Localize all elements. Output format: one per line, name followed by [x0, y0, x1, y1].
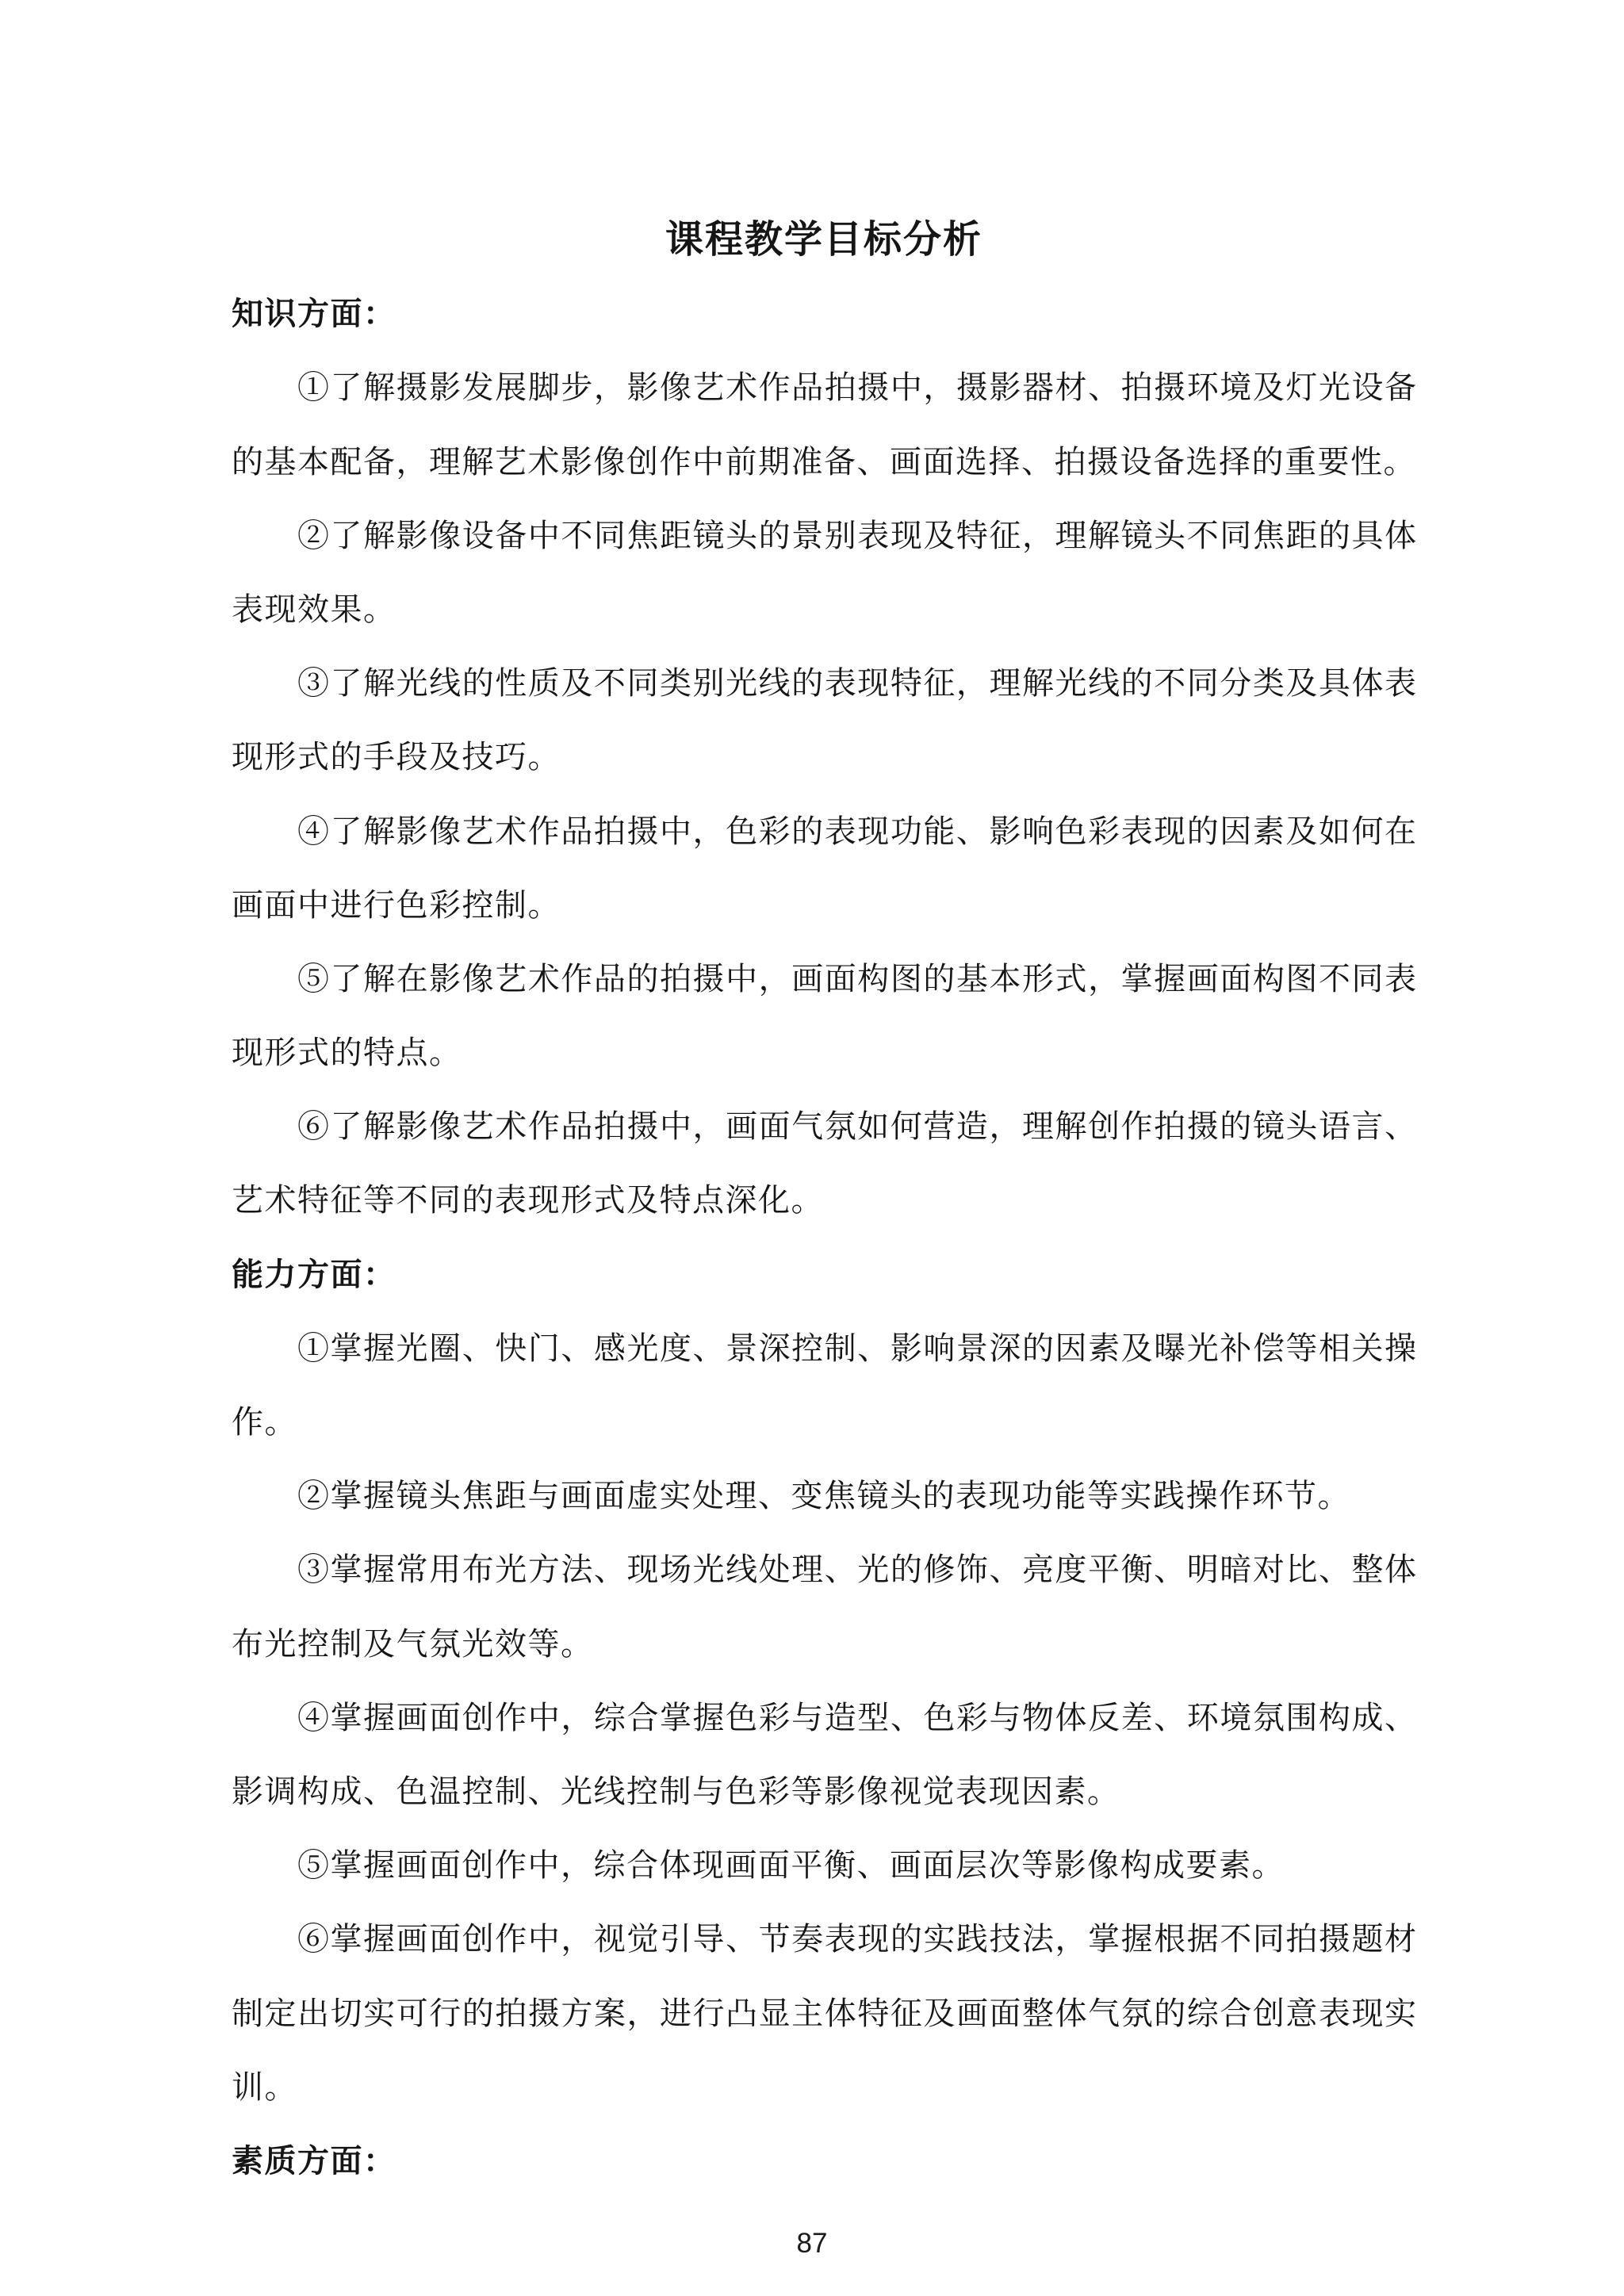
text-line: 制定出切实可行的拍摄方案，进行凸显主体特征及画面整体气氛的综合创意表现实: [232, 1995, 1416, 2031]
text-line: 艺术特征等不同的表现形式及特点深化。: [232, 1182, 824, 1219]
text-line: 影调构成、色温控制、光线控制与色彩等影像视觉表现因素。: [232, 1773, 1120, 1809]
text-line: 现形式的特点。: [232, 1035, 462, 1071]
text-line: 表现效果。: [232, 591, 396, 627]
text-line: ⑥了解影像艺术作品拍摄中，画面气氛如何营造，理解创作拍摄的镜头语言、: [297, 1108, 1416, 1145]
text-line: ⑥掌握画面创作中，视觉引导、节奏表现的实践技法，掌握根据不同拍摄题材: [297, 1921, 1416, 1957]
page-number: 87: [796, 2228, 828, 2259]
text-line: 布光控制及气氛光效等。: [232, 1625, 594, 1662]
text-line: ⑤了解在影像艺术作品的拍摄中，画面构图的基本形式，掌握画面构图不同表: [297, 960, 1416, 997]
text-line: ④掌握画面创作中，综合掌握色彩与造型、色彩与物体反差、环境氛围构成、: [297, 1699, 1416, 1735]
text-line: 作。: [232, 1404, 297, 1440]
text-line: 训。: [232, 2068, 297, 2105]
text-line: 现形式的手段及技巧。: [232, 739, 561, 775]
text-line: ①了解摄影发展脚步，影像艺术作品拍摄中，摄影器材、拍摄环境及灯光设备: [297, 369, 1416, 406]
text-line: ②掌握镜头焦距与画面虚实处理、变焦镜头的表现功能等实践操作环节。: [297, 1478, 1350, 1514]
page-title: 课程教学目标分析: [665, 219, 982, 261]
text-line: ③了解光线的性质及不同类别光线的表现特征，理解光线的不同分类及具体表: [297, 665, 1416, 702]
text-line: ①掌握光圈、快门、感光度、景深控制、影响景深的因素及曝光补偿等相关操: [297, 1330, 1416, 1366]
text-line: 的基本配备，理解艺术影像创作中前期准备、画面选择、拍摄设备选择的重要性。: [232, 443, 1416, 480]
text-lines: [232, 277, 1416, 2198]
section-heading: 能力方面：: [232, 1256, 396, 1292]
text-line: ④了解影像艺术作品拍摄中，色彩的表现功能、影响色彩表现的因素及如何在: [297, 813, 1416, 849]
text-line: 画面中进行色彩控制。: [232, 886, 561, 923]
text-line: ②了解影像设备中不同焦距镜头的景别表现及特征，理解镜头不同焦距的具体: [297, 517, 1416, 553]
section-heading: 知识方面：: [232, 296, 396, 332]
text-line: ③掌握常用布光方法、现场光线处理、光的修饰、亮度平衡、明暗对比、整体: [297, 1552, 1416, 1588]
text-line: ⑤掌握画面创作中，综合体现画面平衡、画面层次等影像构成要素。: [297, 1847, 1285, 1884]
section-heading: 素质方面：: [232, 2142, 396, 2179]
document-body: [232, 203, 1416, 2198]
